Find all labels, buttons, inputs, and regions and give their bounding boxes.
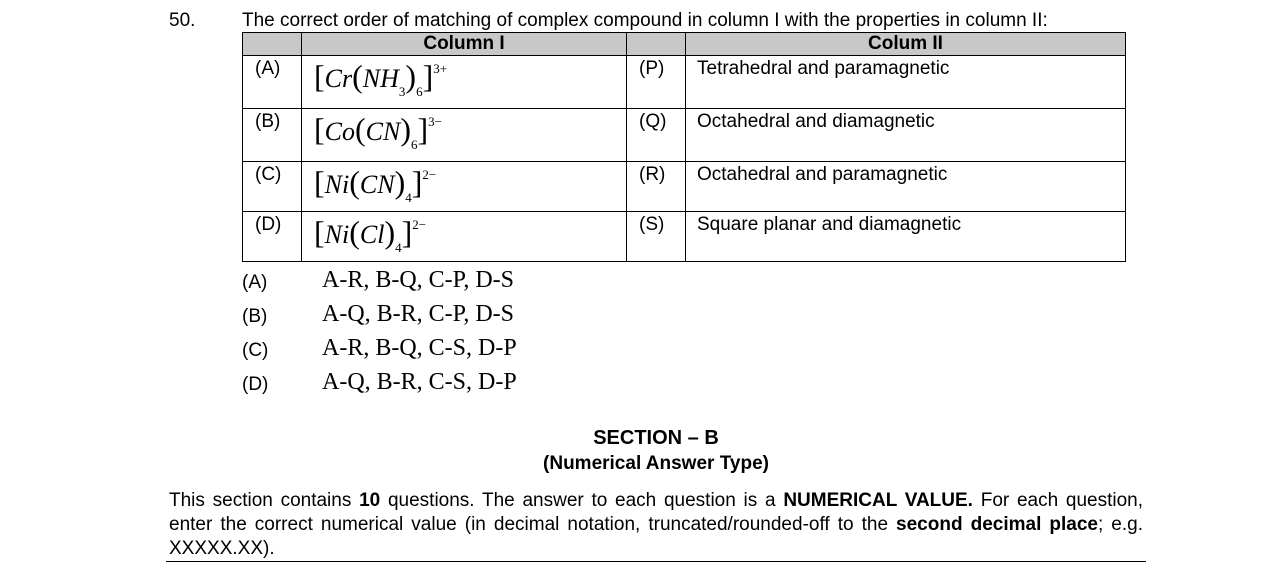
complex-formula: $[Ni(CN)_4]^{2-}$ (302, 162, 627, 212)
property-label: (Q) (627, 109, 686, 162)
row-label: (D) (243, 212, 302, 262)
matching-table (242, 32, 1126, 262)
question-number: 50. (169, 10, 196, 31)
option-value[interactable]: A-Q, B-R, C-S, D-P (322, 369, 517, 395)
row-label: (B) (243, 109, 302, 162)
header-blank-1 (243, 33, 302, 56)
table-header-row (243, 33, 1126, 56)
property-text: Octahedral and paramagnetic (686, 162, 1126, 212)
column-1-header: Column I (302, 33, 627, 56)
row-label: (A) (243, 56, 302, 109)
table-row (243, 162, 1126, 212)
section-subtitle: (Numerical Answer Type) (543, 453, 769, 474)
section-title: SECTION – B (593, 427, 719, 449)
option-label[interactable]: (C) (242, 340, 269, 361)
question-text: The correct order of matching of complex compound in column I with the properties in column II: (242, 10, 1048, 31)
section-instructions: This section contains 10 questions. The answer to each question is a NUMERICAL VALUE. For each question, enter the correct numerical value (in decimal notation, truncated/rounded-off to the second decimal place; e.g. XXXXX.XX). (169, 490, 1143, 559)
option-label[interactable]: (A) (242, 272, 268, 293)
table-row (243, 109, 1126, 162)
property-text: Octahedral and diamagnetic (686, 109, 1126, 162)
complex-formula: $[Ni(Cl)_4]^{2-}$ (302, 212, 627, 262)
option-value[interactable]: A-R, B-Q, C-S, D-P (322, 335, 517, 361)
header-blank-2 (627, 33, 686, 56)
property-text: Tetrahedral and paramagnetic (686, 56, 1126, 109)
option-label[interactable]: (D) (242, 374, 269, 395)
property-label: (P) (627, 56, 686, 109)
option-label[interactable]: (B) (242, 306, 268, 327)
footer-rule (166, 561, 1146, 562)
table-row (243, 212, 1126, 262)
option-value[interactable]: A-Q, B-R, C-P, D-S (322, 301, 515, 327)
row-label: (C) (243, 162, 302, 212)
complex-formula: $[Cr(NH_3)_6]^{3+}$ (302, 56, 627, 109)
table-row (243, 56, 1126, 109)
property-text: Square planar and diamagnetic (686, 212, 1126, 262)
column-2-header: Colum II (686, 33, 1126, 56)
property-label: (S) (627, 212, 686, 262)
option-value[interactable]: A-R, B-Q, C-P, D-S (322, 267, 515, 293)
complex-formula: $[Co(CN)_6]^{3-}$ (302, 109, 627, 162)
property-label: (R) (627, 162, 686, 212)
